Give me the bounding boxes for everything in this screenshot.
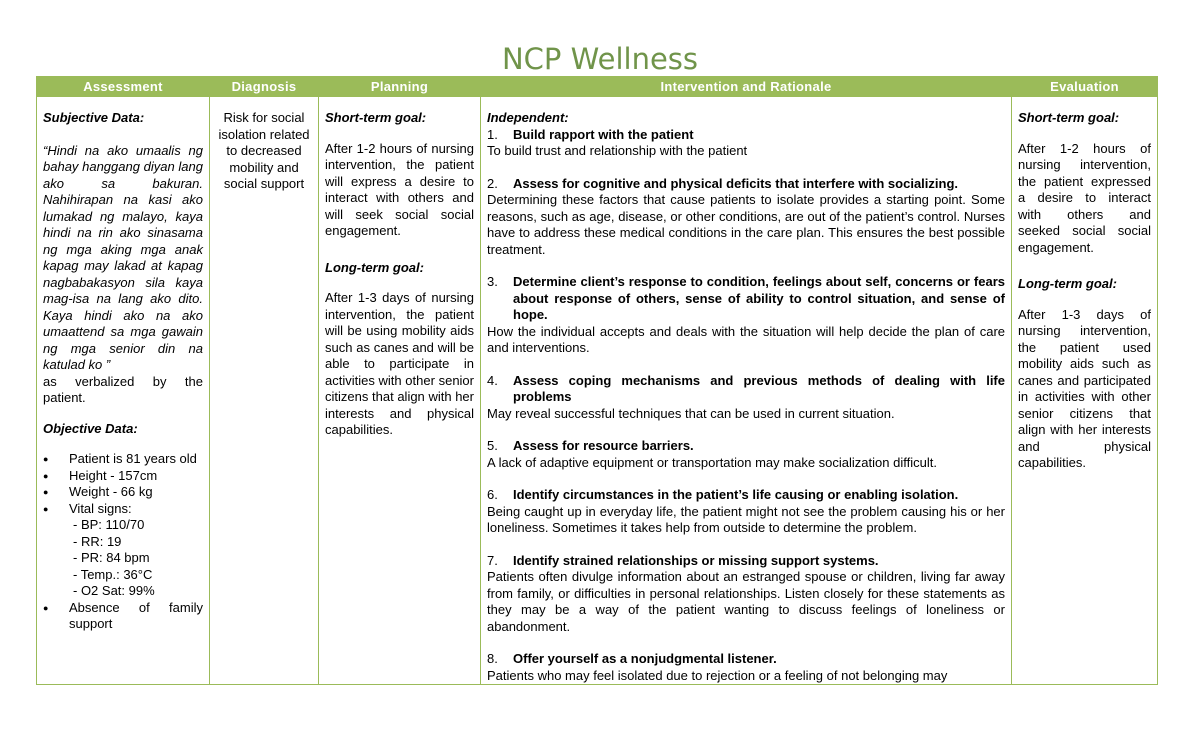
verbalized-note: as verbalized by the patient. — [43, 373, 203, 405]
planning-cell — [319, 97, 481, 685]
intervention-number: 4. — [487, 372, 498, 388]
objective-list — [43, 451, 203, 517]
list-item-weight: ● Weight - 66 kg — [43, 484, 203, 501]
intervention-title — [487, 487, 1005, 504]
vital-pr: - PR: 84 bpm — [73, 550, 150, 565]
intervention-rationale: Determining these factors that cause patients to isolate provides a starting point. Some reasons, such as age, disease, or other conditions, are out of the patient’s control. Nurses have to address these medical conditions in the care plan. This ensures the best possible treatment. — [487, 192, 1005, 257]
evaluation-short-label: Short-term goal: — [1018, 110, 1120, 125]
list-item — [487, 438, 1005, 471]
intervention-number: 2. — [487, 175, 498, 191]
list-item — [487, 487, 1005, 537]
vital-bp: - BP: 110/70 — [73, 517, 145, 532]
intervention-title — [487, 176, 1005, 193]
intervention-number: 5. — [487, 438, 498, 453]
intervention-cell — [481, 97, 1012, 685]
intervention-rationale: To build trust and relationship with the patient — [487, 143, 748, 158]
intervention-number: 1. — [487, 126, 498, 142]
intervention-rationale: May reveal successful techniques that can be used in current situation. — [487, 405, 895, 421]
intervention-title — [487, 127, 1005, 144]
intervention-list — [487, 127, 1005, 685]
intervention-rationale: Being caught up in everyday life, the patient might not see the problem causing his or her loneliness. Sometimes it takes help from outside to determine the problem. — [487, 503, 1005, 535]
intervention-rationale: A lack of adaptive equipment or transportation may make socialization difficult. — [487, 454, 937, 470]
planning-long-text: After 1-3 days of nursing intervention, the patient will be using mobility aids such as canes and will be able to participate in activities with other senior citizens that align with her interests and physical capabilities. — [325, 290, 474, 437]
intervention-title — [487, 553, 1005, 570]
planning-short-label: Short-term goal: — [325, 110, 427, 125]
header-diagnosis: Diagnosis — [210, 77, 319, 97]
list-item — [487, 373, 1005, 423]
header-evaluation: Evaluation — [1012, 77, 1158, 97]
evaluation-short-text: After 1-2 hours of nursing intervention, the patient expressed a desire to interact with others and seeked social social engagement. — [1018, 140, 1151, 255]
intervention-title-text: Identify strained relationships or missing support systems. — [513, 552, 879, 568]
list-item-vitals — [43, 501, 203, 518]
intervention-title-text: Assess for resource barriers. — [513, 438, 694, 453]
intervention-number: 3. — [487, 274, 498, 289]
objective-label: Objective Data: — [43, 420, 138, 436]
intervention-title — [487, 438, 1005, 455]
list-item — [487, 176, 1005, 259]
intervention-heading: Independent: — [487, 110, 569, 125]
list-item — [487, 127, 1005, 160]
header-assessment: Assessment — [37, 77, 210, 97]
subjective-label: Subjective Data: — [43, 110, 145, 125]
list-item — [487, 553, 1005, 636]
intervention-rationale: Patients often divulge information about an estranged spouse or children, living far away from family, or difficulties in personal relationships. Listen closely for these statements as they may be a way of the patient wanting to discuss feelings of loneliness or abandonment. — [487, 569, 1005, 634]
evaluation-long-text: After 1-3 days of nursing intervention, the patient used mobility aids such as canes and participated in activities with other senior citizens that align with her interests and physical capabilities. — [1018, 306, 1151, 470]
assessment-cell — [37, 97, 210, 685]
intervention-title-text: Assess for cognitive and physical deficits that interfere with socializing. — [513, 175, 959, 191]
vitals-label: ● Vital signs: — [69, 500, 132, 516]
list-item — [487, 651, 1005, 684]
list-item-height: ● Height - 157cm — [43, 468, 203, 485]
vital-temp: - Temp.: 36°C — [73, 566, 153, 582]
intervention-title-text: Build rapport with the patient — [513, 126, 694, 142]
page-title: NCP Wellness — [501, 42, 699, 76]
header-planning: Planning — [319, 77, 481, 97]
content-row — [37, 97, 1158, 685]
ncp-table — [36, 76, 1158, 685]
list-item-family: ● Absence of family support — [43, 600, 203, 633]
list-item — [487, 274, 1005, 357]
intervention-title — [487, 274, 1005, 324]
intervention-title-text: Offer yourself as a nonjudgmental listener. — [513, 651, 777, 666]
patient-quote: “Hindi na ako umaalis ng bahay hanggang diyan lang ako sa bakuran. Nahihirapan na kasi ako lumakad ng malayo, kaya hindi na rin ako sinasama ng mga aking mga anak kapag may lakad at kapag nagbabakasyon sila kaya mag-isa na lang ako dito. Kaya hindi ako na ako umaattend sa mga gawain ng mga senior din na katulad ko ” — [43, 142, 203, 372]
intervention-rationale: Patients who may feel isolated due to rejection or a feeling of not belonging may — [487, 667, 948, 683]
intervention-title — [487, 373, 1005, 406]
intervention-title-text: Assess coping mechanisms and previous methods of dealing with life problems — [513, 372, 1005, 404]
intervention-rationale: How the individual accepts and deals with the situation will help decide the plan of care and interventions. — [487, 323, 1005, 355]
evaluation-cell — [1012, 97, 1158, 685]
intervention-number: 7. — [487, 552, 498, 568]
evaluation-long-label: Long-term goal: — [1018, 276, 1117, 291]
planning-short-text: After 1-2 hours of nursing intervention, the patient will express a desire to interact with others and will seek social social engagement. — [325, 140, 474, 238]
list-item-age: ● Patient is 81 years old — [43, 451, 203, 468]
header-intervention: Intervention and Rationale — [481, 77, 1012, 97]
intervention-title — [487, 651, 1005, 668]
intervention-number: 6. — [487, 487, 498, 502]
vital-o2: - O2 Sat: 99% — [73, 583, 155, 598]
header-row — [37, 77, 1158, 97]
planning-long-label: Long-term goal: — [325, 259, 424, 275]
diagnosis-text: Risk for social isolation related to decreased mobility and social support — [218, 110, 310, 191]
intervention-title-text: Determine client’s response to condition, feelings about self, concerns or fears about response of others, sense of ability to control situation, and sense of hope. — [513, 274, 1005, 322]
intervention-number: 8. — [487, 651, 498, 666]
intervention-title-text: Identify circumstances in the patient’s life causing or enabling isolation. — [513, 487, 959, 502]
diagnosis-cell — [210, 97, 319, 685]
vital-rr: - RR: 19 — [73, 533, 122, 549]
